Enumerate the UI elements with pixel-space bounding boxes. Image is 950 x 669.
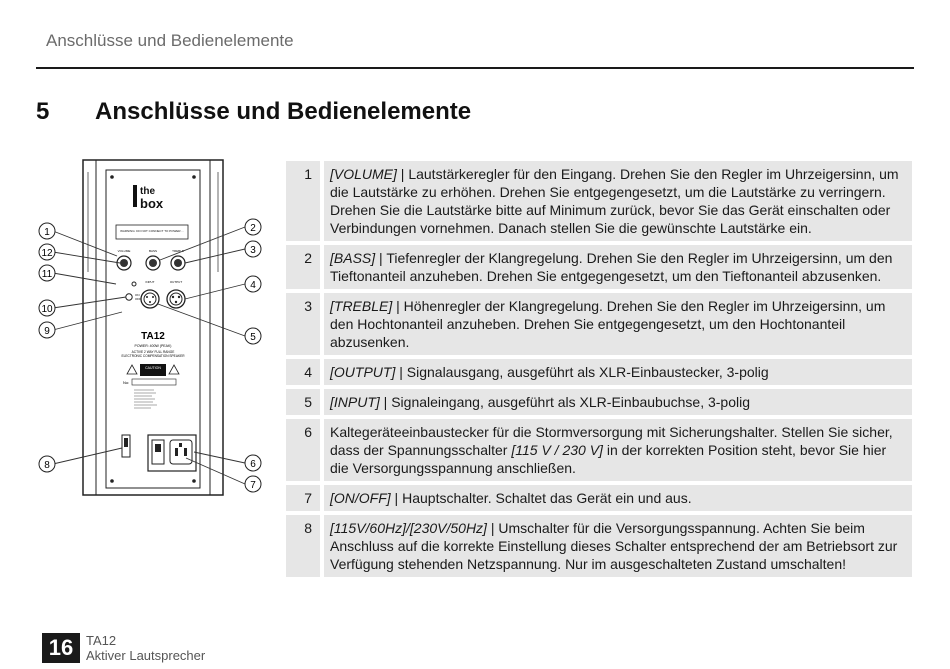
callout-6	[245, 455, 261, 471]
fine-print-lines	[134, 390, 157, 408]
item-text: Signalausgang, ausgeführt als XLR-Einbaustecker, 3-polig	[406, 364, 769, 380]
item-description	[324, 419, 912, 481]
bass-knob	[146, 256, 160, 270]
item-text: Höhenregler der Klangregelung. Drehen Sie den Regler im Uhrzeigersinn, um den Hochtonanteil anzuheben. Drehen Sie entgegengesetzt, um den Hochtonanteil abzusenken.	[330, 298, 886, 350]
callout-10	[39, 300, 55, 316]
svg-text:9: 9	[44, 326, 50, 337]
item-description: [OUTPUT] | Signalausgang, ausgeführt als XLR-Einbaustecker, 3-polig	[324, 359, 912, 385]
section-title: Anschlüsse und Bedienelemente	[95, 98, 472, 125]
item-description: [BASS] | Tiefenregler der Klangregelung. Drehen Sie den Regler im Uhrzeigersinn, um den Tieftonanteil anzuheben. Drehen Sie entgegengesetzt, um den Tieftonanteil abzusenken.	[324, 245, 912, 289]
svg-text:5: 5	[250, 332, 256, 343]
item-description: [115V/60Hz]/[230V/50Hz] | Umschalter für die Versorgungsspannung. Achten Sie beim Anschluss auf die korrekte Einstellung dieses Schalter entsprechend der am Betriebsort zur Verfügung stehenden Netzspannung. Nur im ausgeschalteten Zustand umschalten!	[324, 515, 912, 577]
device-rear-panel-figure	[36, 152, 286, 502]
item-number: 2	[286, 245, 324, 289]
xlr-input-jack	[141, 290, 159, 308]
caution-text: CAUTION	[145, 366, 161, 370]
model-label: TA12	[141, 331, 165, 342]
item-description: [VOLUME] | Lautstärkeregler für den Eingang. Drehen Sie den Regler im Uhrzeigersinn, um die Lautstärke zu erhöhen. Drehen Sie entgegengesetzt, um die Lautstärke zu verringern. Drehen Sie die Lautstärke bitte auf Minimum zurück, bevor Sie das Gerät einschalten oder Verbindungen vornehmen. Danach stellen Sie die gewünschte Lautstärke ein.	[324, 161, 912, 241]
small-switch-label-on: ON	[135, 293, 140, 297]
power-inlet-block	[148, 435, 196, 471]
brand-logo-bar	[133, 185, 137, 207]
svg-text:8: 8	[44, 460, 50, 471]
table-row	[286, 485, 912, 511]
item-number: 6	[286, 419, 324, 481]
callout-1	[39, 223, 55, 239]
item-description: [ON/OFF] | Hauptschalter. Schaltet das Gerät ein und aus.	[324, 485, 912, 511]
svg-text:2: 2	[250, 223, 256, 234]
item-term: [OUTPUT]	[330, 364, 396, 380]
svg-text:7: 7	[250, 480, 256, 491]
item-number: 8	[286, 515, 324, 577]
svg-text:1: 1	[44, 227, 50, 238]
running-header: Anschlüsse und Bedienelemente	[46, 31, 294, 50]
serial-box	[132, 379, 176, 385]
item-number: 5	[286, 389, 324, 415]
footer-subtitle: Aktiver Lautsprecher	[86, 648, 206, 663]
table-row	[286, 245, 912, 289]
callout-2	[245, 219, 261, 235]
indicator-led	[132, 282, 136, 286]
item-number: 7	[286, 485, 324, 511]
item-text: Signaleingang, ausgeführt als XLR-Einbaubuchse, 3-polig	[391, 394, 751, 410]
item-description: [INPUT] | Signaleingang, ausgeführt als XLR-Einbaubuchse, 3-polig	[324, 389, 912, 415]
item-number: 3	[286, 293, 324, 355]
footer-product: TA12	[86, 633, 117, 648]
voltage-selector-switch	[122, 435, 130, 457]
callout-3	[245, 241, 261, 257]
serial-label: No:	[123, 380, 130, 385]
knob-label-volume: VOLUME	[117, 249, 131, 253]
item-term: [ON/OFF]	[330, 490, 391, 506]
item-text: in der korrekten Position steht, bevor Sie hier die Versorgungsspannung anschließen.	[330, 442, 887, 476]
item-term: [VOLUME]	[330, 166, 397, 182]
svg-text:10: 10	[41, 304, 53, 315]
item-number: 4	[286, 359, 324, 385]
svg-text:3: 3	[250, 245, 256, 256]
svg-text:12: 12	[41, 248, 53, 259]
svg-text:6: 6	[250, 459, 256, 470]
small-switch	[126, 294, 132, 300]
xlr-label-output: OUTPUT	[169, 280, 183, 284]
item-term: [TREBLE]	[330, 298, 393, 314]
small-switch-label-off: OFF	[135, 297, 141, 301]
table-row	[286, 293, 912, 355]
item-text: Tiefenregler der Klangregelung. Drehen Sie den Regler im Uhrzeigersinn, um den Tieftonanteil anzuheben. Drehen Sie entgegengesetzt, um den Tieftonanteil abzusenken.	[330, 250, 893, 284]
brand-logo-text-1: the	[140, 186, 155, 197]
power-label: POWER: 400W (PEAK)	[134, 344, 172, 348]
item-description: [TREBLE] | Höhenregler der Klangregelung. Drehen Sie den Regler im Uhrzeigersinn, um den Hochtonanteil anzuheben. Drehen Sie entgegengesetzt, um den Hochtonanteil abzusenken.	[324, 293, 912, 355]
xlr-output-jack	[167, 290, 185, 308]
warning-text: WARNING: DO NOT CONNECT TO POWER ...	[120, 229, 184, 233]
knob-label-treble: TREBLE	[172, 249, 184, 253]
table-row	[286, 161, 912, 241]
callout-9	[39, 322, 55, 338]
item-term: [115 V / 230 V]	[511, 442, 603, 458]
brand-logo-text-2: box	[140, 196, 164, 211]
callout-5	[245, 328, 261, 344]
table-row	[286, 419, 912, 481]
page-number: 16	[42, 633, 80, 663]
svg-text:11: 11	[41, 269, 53, 280]
svg-text:4: 4	[250, 280, 256, 291]
item-term: [INPUT]	[330, 394, 380, 410]
callout-12	[39, 244, 55, 260]
table-row	[286, 359, 912, 385]
item-text: Kaltegeräteeinbaustecker für die Stormversorgung mit Sicherungshalter. Stellen Sie sicher, dass der Spannungsschalter	[330, 424, 893, 458]
item-number: 1	[286, 161, 324, 241]
callout-4	[245, 276, 261, 292]
callout-8	[39, 456, 55, 472]
item-term: [115V/60Hz]/[230V/50Hz]	[330, 520, 487, 536]
item-text: Hauptschalter. Schaltet das Gerät ein und aus.	[402, 490, 692, 506]
item-text: Umschalter für die Versorgungsspannung. Achten Sie beim Anschluss auf die korrekte Einstellung dieses Schalter entsprechend der am Betriebsort zur Verfügung stehenden Netzspannung. Nur im ausgeschalteten Zustand umschalten!	[330, 520, 898, 572]
section-number: 5	[36, 98, 50, 125]
item-term: [BASS]	[330, 250, 376, 266]
type-label-1: ACTIVE 2 WAY FULL RANGE	[131, 350, 175, 354]
header-rule	[36, 67, 914, 69]
treble-knob	[171, 256, 185, 270]
controls-description-table	[286, 157, 912, 581]
table-row	[286, 389, 912, 415]
type-label-2: ELECTRONIC COMPENSATION SPEAKER	[121, 354, 185, 358]
callout-11	[39, 265, 55, 281]
table-row	[286, 515, 912, 577]
knob-label-bass: BASS	[148, 249, 158, 253]
footer-text	[86, 633, 205, 663]
section-heading	[36, 98, 471, 126]
callout-7	[245, 476, 261, 492]
item-text: Lautstärkeregler für den Eingang. Drehen Sie den Regler im Uhrzeigersinn, um die Lautstärke zu erhöhen. Drehen Sie entgegengesetzt, um die Lautstärke zu verringern. Drehen Sie die Lautstärke bitte auf Minimum zurück, bevor Sie das Gerät einschalten oder Verbindungen vornehmen. Danach stellen Sie die gewünschte Lautstärke ein.	[330, 166, 899, 236]
xlr-label-input: INPUT	[145, 280, 155, 284]
